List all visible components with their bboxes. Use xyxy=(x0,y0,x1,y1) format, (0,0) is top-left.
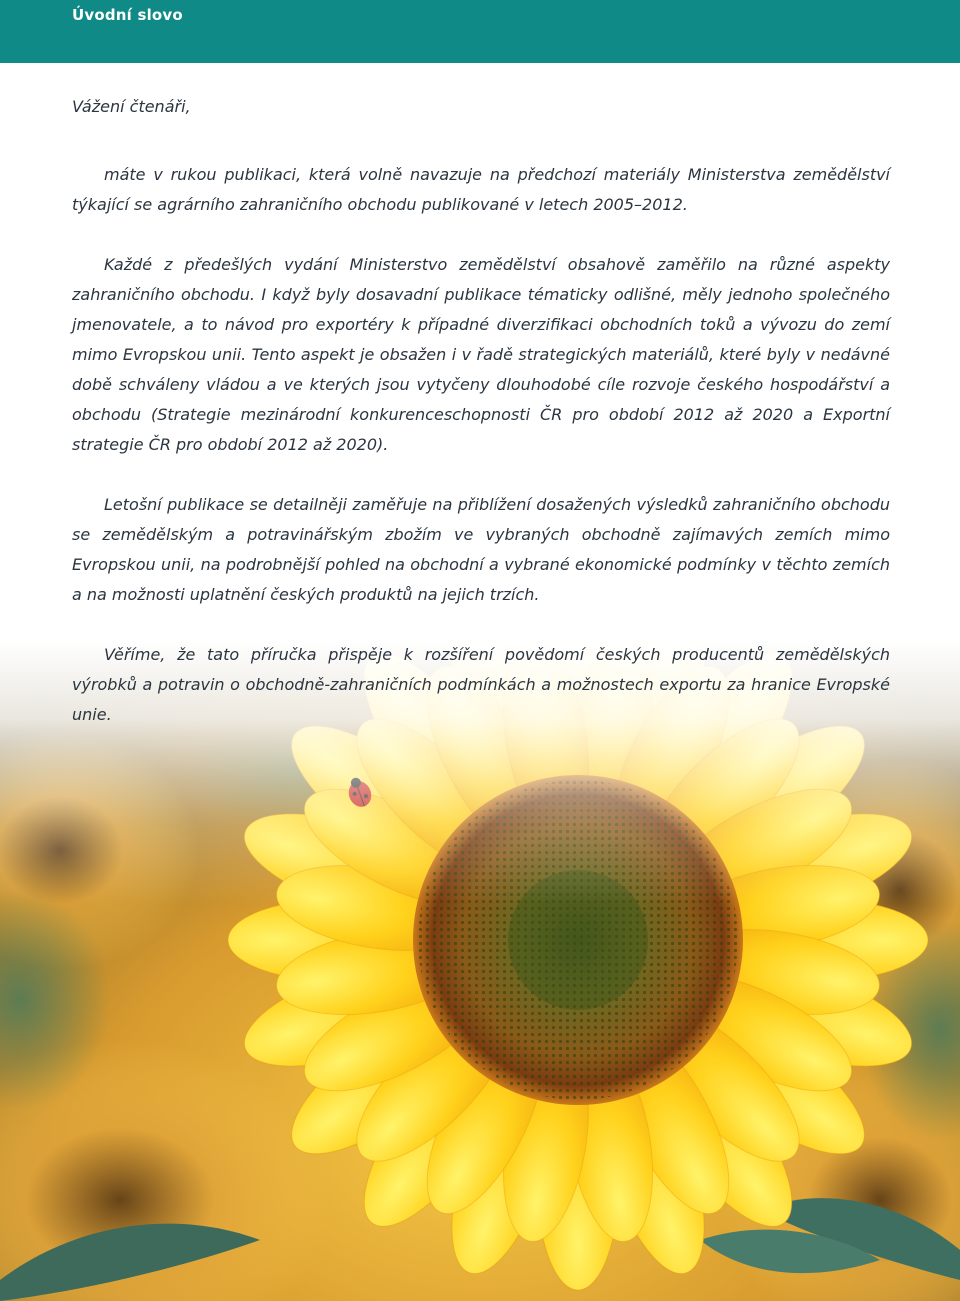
salutation: Vážení čtenáři, xyxy=(72,97,191,116)
sunflower-photo xyxy=(0,640,960,1301)
paragraph-4: Věříme, že tato příručka přispěje k rozšíření povědomí českých producentů zemědělských výrobků a potravin o obchodně-zahraničních podmínkách a možnostech exportu za hranice Evropské unie. xyxy=(72,645,890,724)
paragraph-2: Každé z předešlých vydání Ministerstvo zemědělství obsahově zaměřilo na různé aspekty zahraničního obchodu. I když byly dosavadní publikace tématicky odlišné, měly jednoho společného jmenovatele, a to návod pro exportéry k případné diverzifikaci obchodních toků a vývozu do zemí mimo Evropskou unii. Tento aspekt je obsažen i v řadě strategických materiálů, které byly v nedávné době schváleny vládou a ve kterých jsou vytyčeny dlouhodobé cíle rozvoje českého hospodářství a obchodu (Strategie mezinárodní konkurenceschopnosti ČR pro období 2012 až 2020 a Exportní strategie ČR pro období 2012 až 2020). xyxy=(72,255,890,454)
section-header-bar xyxy=(0,0,960,63)
paragraph-1: máte v rukou publikaci, která volně navazuje na předchozí materiály Ministerstva zemědělství týkající se agrárního zahraničního obchodu publikované v letech 2005–2012. xyxy=(72,165,890,214)
foreword-text xyxy=(72,92,890,730)
section-title: Úvodní slovo xyxy=(72,6,183,24)
paragraph-3: Letošní publikace se detailněji zaměřuje na přiblížení dosažených výsledků zahraničního obchodu se zemědělským a potravinářským zbožím ve vybraných obchodně zajímavých zemích mimo Evropskou unii, na podrobnější pohled na obchodní a vybrané ekonomické podmínky v těchto zemích a na možnosti uplatnění českých produktů na jejich trzích. xyxy=(72,495,890,604)
